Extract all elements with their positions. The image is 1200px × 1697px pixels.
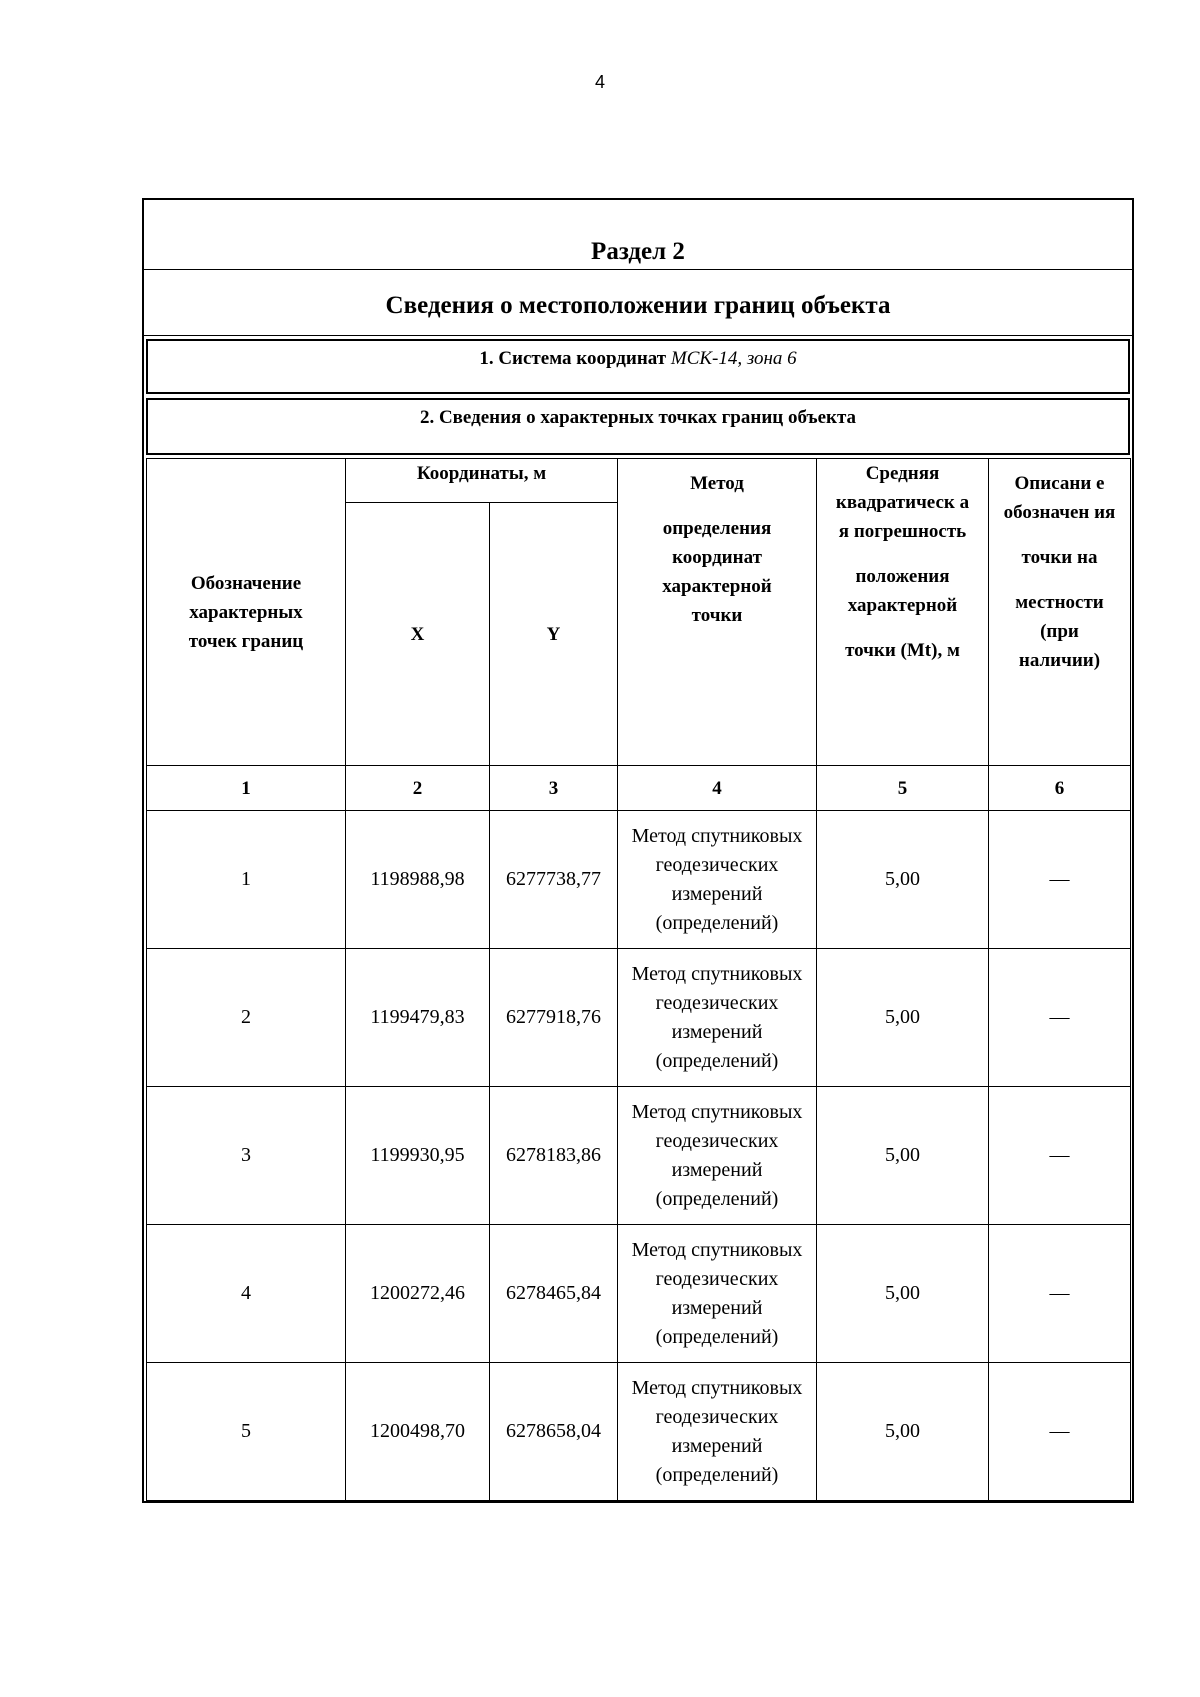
point-id: 2: [147, 949, 346, 1087]
point-description: —: [989, 1363, 1131, 1501]
point-x: 1199930,95: [346, 1087, 490, 1225]
column-number: 5: [817, 766, 989, 811]
section-title-band: [144, 200, 1132, 270]
coordinate-system-value: МСК-14, зона 6: [670, 348, 797, 369]
point-error: 5,00: [817, 1225, 989, 1363]
header-coordinates: Координаты, м: [346, 459, 618, 503]
point-y: 6277918,76: [490, 949, 618, 1087]
section-subtitle: Сведения о местоположении границ объекта: [385, 292, 891, 319]
header-method: Метод определения координат характерной точки: [618, 459, 817, 766]
point-method: Метод спутниковых геодезических измерений (определений): [618, 1363, 817, 1501]
header-x: X: [346, 503, 490, 766]
column-number: 2: [346, 766, 490, 811]
point-error: 5,00: [817, 811, 989, 949]
column-number: 4: [618, 766, 817, 811]
point-method: Метод спутниковых геодезических измерений (определений): [618, 1087, 817, 1225]
points-title: 2. Сведения о характерных точках границ объекта: [419, 407, 857, 428]
point-x: 1198988,98: [346, 811, 490, 949]
table-row: [147, 1363, 1131, 1501]
header-description: Описани е обозначен ия точки на местности (при наличии): [989, 459, 1131, 766]
coordinate-system-label: 1. Система координат: [479, 348, 667, 369]
table-row: [147, 811, 1131, 949]
point-method: Метод спутниковых геодезических измерений (определений): [618, 949, 817, 1087]
point-description: —: [989, 1225, 1131, 1363]
point-x: 1200272,46: [346, 1225, 490, 1363]
table-row: [147, 949, 1131, 1087]
header-y: Y: [490, 503, 618, 766]
column-numbers-row: [147, 766, 1131, 811]
header-designation: Обозначение характерных точек границ: [147, 459, 346, 766]
point-id: 5: [147, 1363, 346, 1501]
point-y: 6278183,86: [490, 1087, 618, 1225]
point-y: 6277738,77: [490, 811, 618, 949]
point-error: 5,00: [817, 1087, 989, 1225]
table-row: [147, 1225, 1131, 1363]
point-method: Метод спутниковых геодезических измерений (определений): [618, 1225, 817, 1363]
column-number: 3: [490, 766, 618, 811]
point-description: —: [989, 811, 1131, 949]
section-title: Раздел 2: [591, 238, 685, 265]
point-id: 3: [147, 1087, 346, 1225]
point-x: 1200498,70: [346, 1363, 490, 1501]
point-method: Метод спутниковых геодезических измерений (определений): [618, 811, 817, 949]
column-number: 6: [989, 766, 1131, 811]
table-row: [147, 1087, 1131, 1225]
point-x: 1199479,83: [346, 949, 490, 1087]
point-id: 1: [147, 811, 346, 949]
point-y: 6278658,04: [490, 1363, 618, 1501]
point-description: —: [989, 949, 1131, 1087]
point-y: 6278465,84: [490, 1225, 618, 1363]
point-error: 5,00: [817, 1363, 989, 1501]
point-description: —: [989, 1087, 1131, 1225]
points-title-box: [146, 398, 1130, 455]
point-id: 4: [147, 1225, 346, 1363]
section-subtitle-band: [144, 270, 1132, 336]
boundary-points-table: [146, 458, 1131, 1501]
column-number: 1: [147, 766, 346, 811]
page-number: 4: [594, 72, 605, 92]
coordinate-system-box: [146, 339, 1130, 394]
header-error: Средняя квадратическ а я погрешность положения характерной точки (Mt), м: [817, 459, 989, 766]
section-frame: [142, 198, 1134, 1503]
point-error: 5,00: [817, 949, 989, 1087]
